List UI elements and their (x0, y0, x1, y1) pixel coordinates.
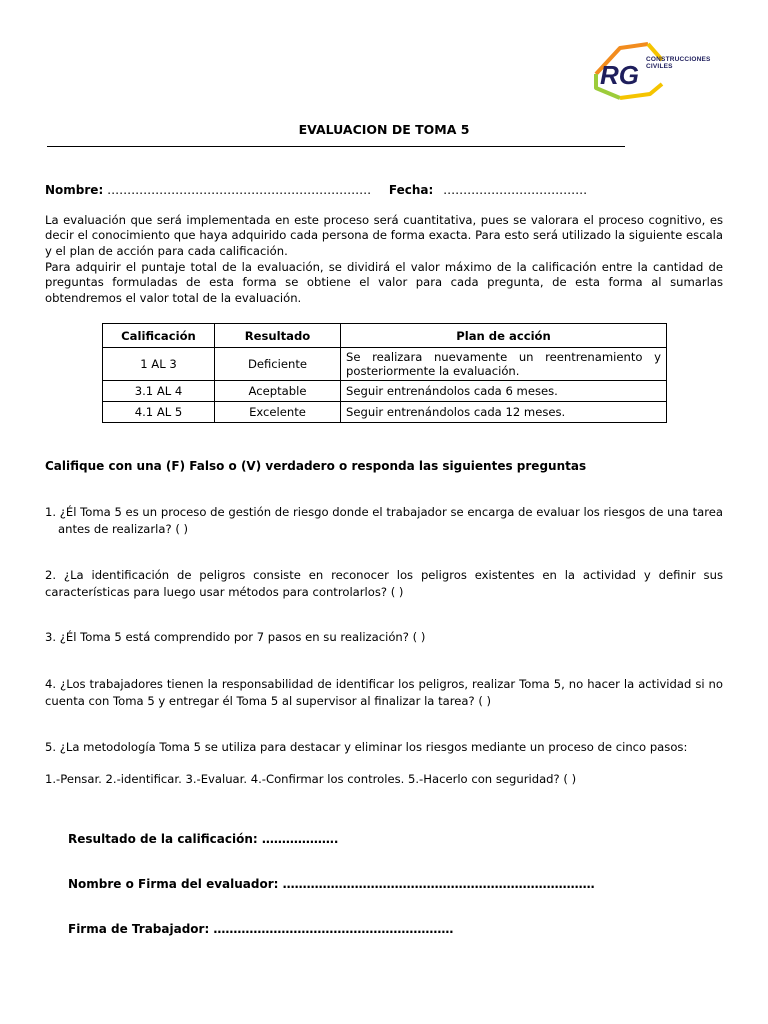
table-row (103, 381, 667, 402)
cell-result: Deficiente (215, 348, 341, 381)
result-signature-line[interactable]: Resultado de la calificación: ………………. (68, 832, 339, 846)
evaluator-signature-line[interactable]: Nombre o Firma del evaluador: …………………………………………………………………… (68, 877, 595, 891)
cell-grade: 1 AL 3 (103, 348, 215, 381)
intro-paragraph-1: La evaluación que será implementada en este proceso será cuantitativa, pues se valorara el proceso cognitivo, es decir el conocimiento que haya adquirido cada persona de forma exacta. Para esto será utilizado la siguiente escala y el plan de acción para cada calificación. (45, 213, 723, 258)
name-label: Nombre: (45, 183, 104, 197)
logo-house-icon (590, 40, 740, 102)
instructions-heading: Califique con una (F) Falso o (V) verdadero o responda las siguientes preguntas (45, 459, 587, 473)
document-title: EVALUACION DE TOMA 5 (298, 122, 470, 137)
question-4: 4. ¿Los trabajadores tienen la responsabilidad de identificar los peligros, realizar Toma 5, no hacer la actividad si no cuenta con Toma 5 y entregar él Toma 5 al supervisor al finalizar la tarea? ( ) (45, 677, 723, 708)
company-logo (590, 40, 740, 102)
table-header-row (103, 324, 667, 348)
logo-subtitle (646, 56, 711, 70)
logo-subtitle-line-2: CIVILES (646, 63, 673, 70)
cell-grade: 3.1 AL 4 (103, 381, 215, 402)
name-date-row (45, 183, 587, 197)
header-plan: Plan de acción (341, 324, 667, 348)
cell-result: Aceptable (215, 381, 341, 402)
question-2: 2. ¿La identificación de peligros consiste en reconocer los peligros existentes en la actividad y definir sus características para luego usar métodos para controlarlos? ( ) (45, 568, 723, 599)
name-field[interactable]: ………………………………………………………… (107, 183, 372, 197)
cell-result: Excelente (215, 402, 341, 423)
date-label: Fecha: (388, 183, 434, 197)
title-underline (47, 146, 625, 147)
grading-scale-table (102, 323, 667, 423)
logo-subtitle-line-1: CONSTRUCCIONES (646, 56, 711, 63)
date-field[interactable]: ……………………………… (443, 183, 588, 197)
table-row (103, 348, 667, 381)
header-resultado: Resultado (215, 324, 341, 348)
header-calificacion: Calificación (103, 324, 215, 348)
table-row (103, 402, 667, 423)
question-1: 1. ¿Él Toma 5 es un proceso de gestión de riesgo donde el trabajador se encarga de evaluar los riesgos de una tarea antes de realizarla? ( ) (45, 505, 723, 536)
cell-plan: Seguir entrenándolos cada 12 meses. (341, 402, 667, 423)
cell-plan: Seguir entrenándolos cada 6 meses. (341, 381, 667, 402)
question-3: 3. ¿Él Toma 5 está comprendido por 7 pasos en su realización? ( ) (45, 630, 426, 644)
logo-brand-text: RG (600, 60, 639, 90)
cell-grade: 4.1 AL 5 (103, 402, 215, 423)
question-5-steps: 1.-Pensar. 2.-identificar. 3.-Evaluar. 4.-Confirmar los controles. 5.-Hacerlo con seguridad? ( ) (45, 772, 577, 786)
cell-plan: Se realizara nuevamente un reentrenamiento y posteriormente la evaluación. (341, 348, 667, 381)
intro-paragraph-2: Para adquirir el puntaje total de la evaluación, se dividirá el valor máximo de la calificación entre la cantidad de preguntas formuladas de esta forma se obtiene el valor para cada pregunta, de esta forma al sumarlas obtendremos el valor total de la evaluación. (45, 260, 723, 305)
worker-signature-line[interactable]: Firma de Trabajador: …………………………………………………… (68, 922, 454, 936)
question-5: 5. ¿La metodología Toma 5 se utiliza para destacar y eliminar los riesgos mediante un proceso de cinco pasos: (45, 740, 688, 754)
